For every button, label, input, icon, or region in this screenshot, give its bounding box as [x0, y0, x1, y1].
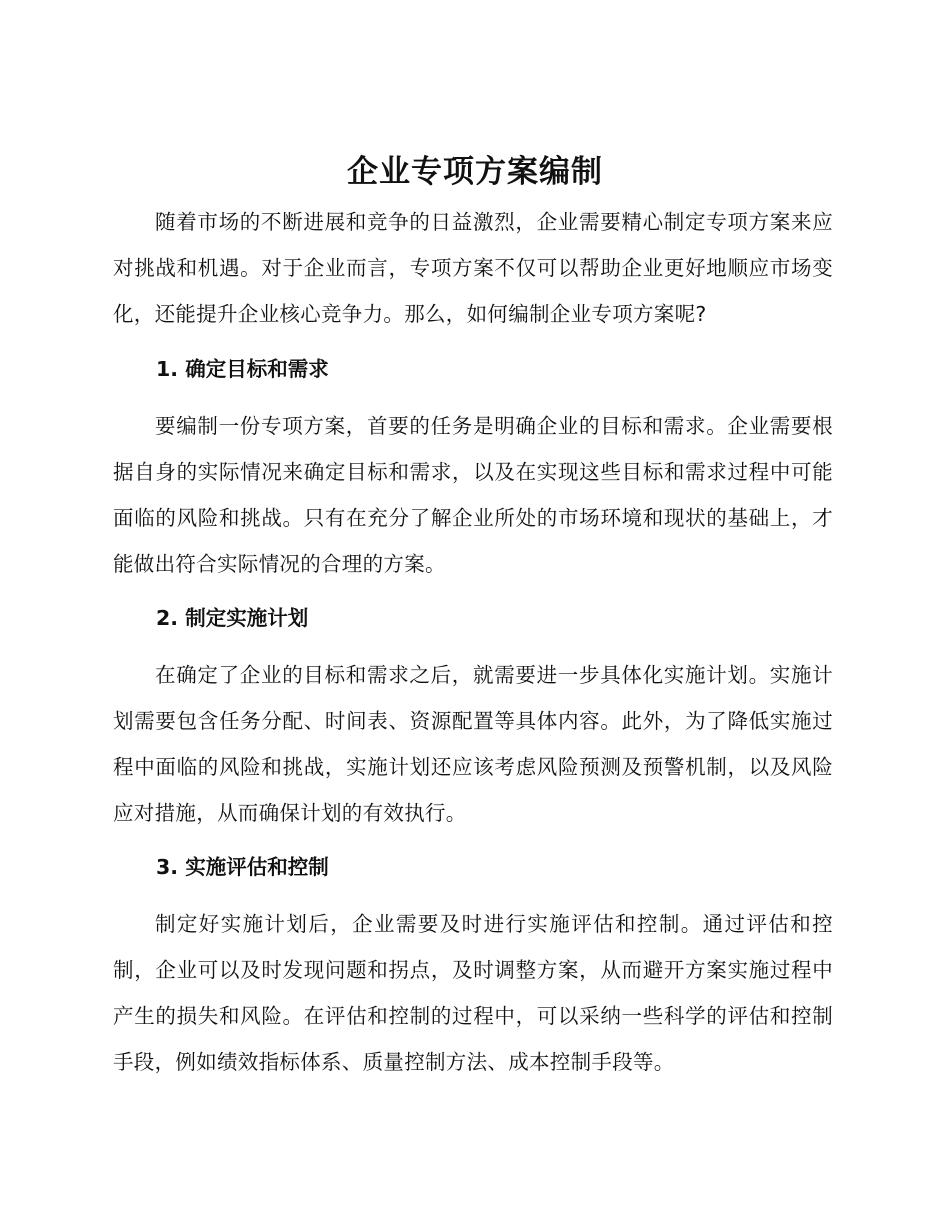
section-heading-plan: 2. 制定实施计划 — [156, 606, 309, 630]
section-body-plan: 在确定了企业的目标和需求之后，就需要进一步具体化实施计划。实施计划需要包含任务分配、时间表、资源配置等具体内容。此外，为了降低实施过程中面临的风险和挑战，实施计划还应该考虑风险预测及预警机制，以及风险应对措施，从而确保计划的有效执行。 — [113, 663, 833, 825]
section-heading-evaluation: 3. 实施评估和控制 — [156, 855, 329, 879]
document-title: 企业专项方案编制 — [347, 154, 603, 190]
section-body-goals: 要编制一份专项方案，首要的任务是明确企业的目标和需求。企业需要根据自身的实际情况来确定目标和需求，以及在实现这些目标和需求过程中可能面临的风险和挑战。只有在充分了解企业所处的市场环境和现状的基础上，才能做出符合实际情况的合理的方案。 — [113, 414, 833, 576]
section-heading-goals: 1. 确定目标和需求 — [156, 357, 329, 381]
intro-paragraph: 随着市场的不断进展和竞争的日益激烈，企业需要精心制定专项方案来应对挑战和机遇。对于企业而言，专项方案不仅可以帮助企业更好地顺应市场变化，还能提升企业核心竞争力。那么，如何编制企业专项方案呢? — [113, 210, 833, 326]
section-body-evaluation: 制定好实施计划后，企业需要及时进行实施评估和控制。通过评估和控制，企业可以及时发现问题和拐点，及时调整方案，从而避开方案实施过程中产生的损失和风险。在评估和控制的过程中，可以采纳一些科学的评估和控制手段，例如绩效指标体系、质量控制方法、成本控制手段等。 — [113, 912, 833, 1074]
